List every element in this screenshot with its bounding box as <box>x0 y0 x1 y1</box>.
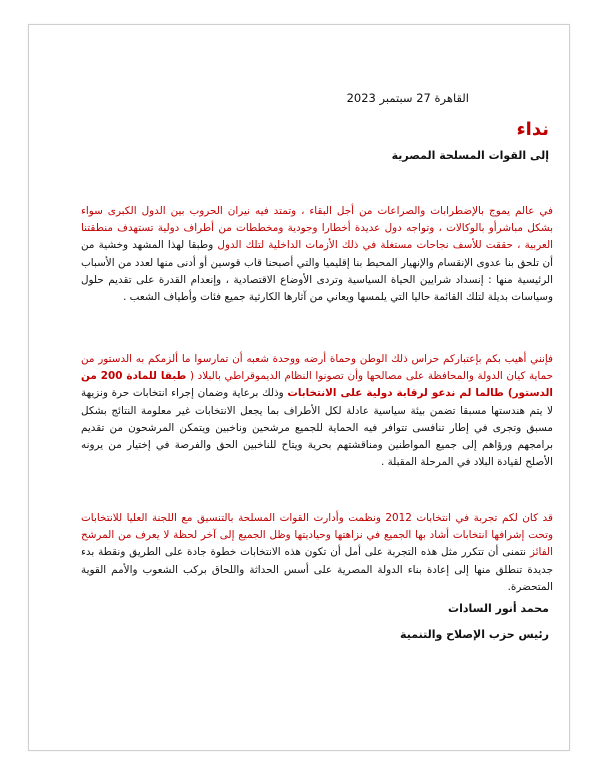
paragraph-3-body: نتمنى أن تتكرر مثل هذه التجربة على أمل أن تكون هذه الانتخابات خطوة جادة على الطريق ونقطة بدء جديدة تنطلق منها إلى إعادة بناء الدولة المصرية على أسس الحداثة واللحاق بركب الشعوب والأمم القوية المتحضرة. <box>81 546 553 593</box>
letter-title: نداء <box>516 119 549 140</box>
signature-title: رئيس حزب الإصلاح والتنمية <box>400 628 549 641</box>
letter-addressee: إلى القوات المسلحة المصرية <box>391 149 549 162</box>
paragraph-2-highlight: فإنني أهيب بكم بإعتباركم حراس ذلك الوطن وحماة أرضه ووحدة شعبه أن تمارسوا ما ألزمكم به الدستور من حماية كيان الدولة والمحافظة على مصالحها وأن تصونوا النظام الديموقراطي بالبلاد ( <box>81 353 553 383</box>
letter-page <box>28 24 570 751</box>
paragraph-1-body: وطبقا لهذا المشهد وخشية من أن تلحق بنا عدوى الإنقسام والإنهيار المحيط بنا إقليميا والتي أصبحنا قاب قوسين أو أدنى منها لعدد من الأسباب الرئيسية منها : إنسداد شرايين الحياة السياسية وتردى الأوضاع الاقتصادية ، وإنعدام القدرة على تقديم حلول وسياسات بديلة لتلك القائمة حاليا التي يلمسها ويعاني من آثارها الكارثية جميع فئات وأطياف الشعب . <box>81 239 553 304</box>
paragraph-2-bold: طبقا للمادة 200 من الدستور) طالما لم ندعو لرقابة دولية على الانتخابات <box>81 370 553 400</box>
paragraph-2 <box>81 351 553 471</box>
paragraph-1 <box>81 203 553 306</box>
signature-name: محمد أنور السادات <box>448 602 549 615</box>
paragraph-3-highlight: قد كان لكم تجربة في انتخابات 2012 ونظمت وأدارت القوات المسلحة بالتنسيق مع اللجنة العليا للانتخابات وتحت إشرافها انتخابات أشاد بها الجميع في نزاهتها وحياديتها وظل الجميع إلى آخر لحظة لا يعرف من المرشح الفائز <box>81 512 553 559</box>
paragraph-3 <box>81 510 553 596</box>
letter-date: القاهرة 27 سبتمبر 2023 <box>346 91 469 105</box>
paragraph-2-body: وذلك برعاية وضمان إجراء انتخابات حرة ونزيهة لا يتم هندستها مسبقا تضمن بيئة سياسية عادلة لكل الأطراف بما يجعل الانتخابات غير معلومة النتائج بشكل مسبق وتجرى في إطار تنافسى تتوافر فيه الحماية للجميع مرشحين وناخبين ويتمكن المرشحون من تقديم برامجهم ورؤاهم إلى جميع المواطنين ومناقشتهم بحرية ويتاح للناخبين الحق والفرصة في إختيار من يرونه الأصلح لقيادة البلاد في المرحلة المقبلة . <box>81 387 553 469</box>
paragraph-1-highlight: في عالم يموج بالإضطرابات والصراعات من أجل البقاء ، وتمتد فيه نيران الحروب بين الدول الكبرى سواء بشكل مباشرأو بالوكالات ، وتواجه دول عديدة أخطارا وجودية ومخططات من أطراف دولية تستهدف منطقتنا العربية ، حققت للأسف نجاحات مستغلة في ذلك الأزمات الداخلية لتلك الدول <box>81 205 553 252</box>
